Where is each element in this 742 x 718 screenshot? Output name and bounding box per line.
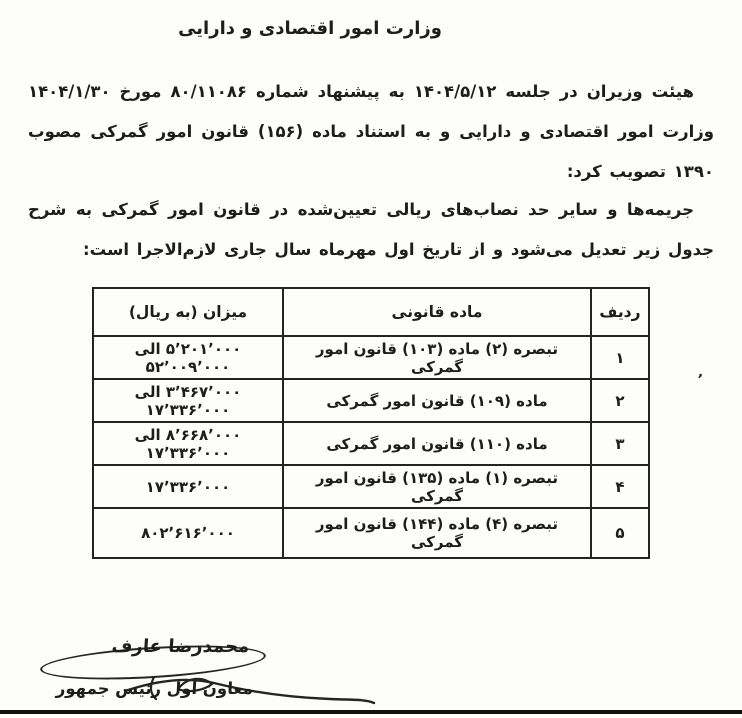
cell-amount: ۸٬۶۶۸٬۰۰۰ الی ۱۷٬۳۳۶٬۰۰۰ (93, 422, 283, 465)
table-header-row (93, 288, 649, 336)
signatory-role: معاون اول رئیس جمهور (55, 679, 254, 698)
header-cell-row-number: ردیف (591, 288, 649, 336)
bottom-border-line (0, 710, 742, 714)
cell-legal-article: تبصره (۴) ماده (۱۴۴) قانون امور گمرکی (283, 508, 591, 558)
paragraph-fines-adjustment: جریمه‌ها و سایر حد نصاب‌های ریالی تعیین‌شده در قانون امور گمرکی به شرح جدول زیر تعدیل می‌شود و از تاریخ اول مهرماه سال جاری لازم‌الاجرا است: (28, 200, 714, 259)
table-row (93, 508, 649, 558)
page-title: وزارت امور اقتصادی و دارایی (178, 18, 442, 39)
paragraph-cabinet-resolution: هیئت وزیران در جلسه ۱۴۰۴/۵/۱۲ به پیشنهاد شماره ۸۰/۱۱۰۸۶ مورخ ۱۴۰۴/۱/۳۰ وزارت امور اقتصادی و دارایی و به استناد ماده (۱۵۶) قانون امور گمرکی مصوب ۱۳۹۰ تصویب کرد: (28, 82, 715, 181)
cell-amount: ۳٬۴۶۷٬۰۰۰ الی ۱۷٬۳۳۶٬۰۰۰ (93, 379, 283, 422)
fines-table (92, 287, 650, 559)
cell-row-number: ۴ (591, 465, 649, 508)
signature-block (30, 633, 390, 718)
table-row (93, 422, 649, 465)
header-cell-legal-article: ماده قانونی (283, 288, 591, 336)
cell-amount: ۵٬۲۰۱٬۰۰۰ الی ۵۲٬۰۰۹٬۰۰۰ (93, 336, 283, 379)
table-row (93, 336, 649, 379)
cell-legal-article: تبصره (۲) ماده (۱۰۳) قانون امور گمرکی (283, 336, 591, 379)
cell-legal-article: ماده (۱۰۹) قانون امور گمرکی (283, 379, 591, 422)
cell-row-number: ۲ (591, 379, 649, 422)
scan-artifact-mark: ٬ (695, 371, 704, 389)
cell-amount: ۱۷٬۳۳۶٬۰۰۰ (93, 465, 283, 508)
table-row (93, 379, 649, 422)
cell-amount: ۸۰۲٬۶۱۶٬۰۰۰ (93, 508, 283, 558)
header-cell-amount: میزان (به ریال) (93, 288, 283, 336)
table-row (93, 465, 649, 508)
cell-row-number: ۳ (591, 422, 649, 465)
signatory-name: محمدرضا عارف (110, 636, 251, 657)
cell-row-number: ۱ (591, 336, 649, 379)
cell-legal-article: ماده (۱۱۰) قانون امور گمرکی (283, 422, 591, 465)
cell-legal-article: تبصره (۱) ماده (۱۳۵) قانون امور گمرکی (283, 465, 591, 508)
cell-row-number: ۵ (591, 508, 649, 558)
